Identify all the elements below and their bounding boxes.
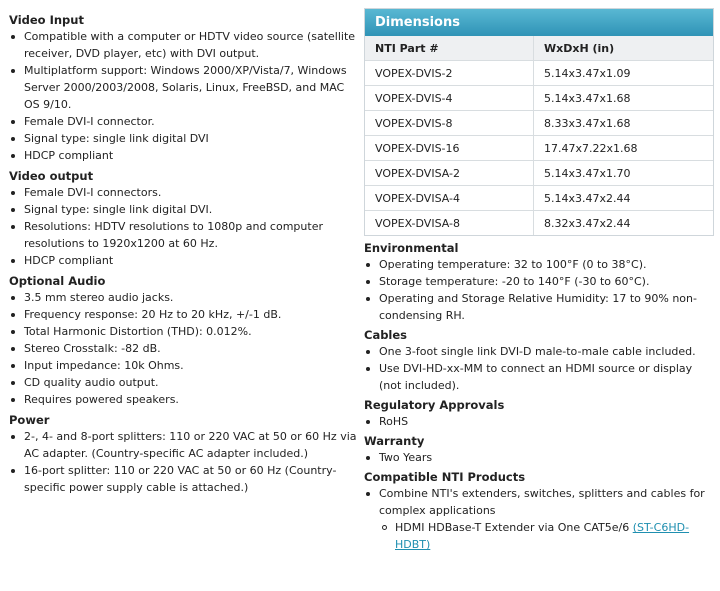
dimension-cell: 5.14x3.47x2.44 — [534, 186, 714, 211]
column-header-part: NTI Part # — [365, 36, 534, 61]
dimensions-panel — [364, 8, 714, 236]
bullet-list — [9, 289, 359, 408]
left-column — [9, 8, 359, 496]
part-number-cell: VOPEX-DVIS-4 — [365, 86, 534, 111]
bullet-list — [364, 256, 714, 324]
bullet-list — [9, 428, 359, 496]
list-item: 3.5 mm stereo audio jacks. — [24, 289, 359, 306]
list-item: Two Years — [379, 449, 714, 466]
list-item: HDCP compliant — [24, 147, 359, 164]
part-number-cell: VOPEX-DVIS-8 — [365, 111, 534, 136]
list-item: 16-port splitter: 110 or 220 VAC at 50 or 60 Hz (Country-specific power supply cable is attached.) — [24, 462, 359, 496]
compatible-list — [364, 485, 714, 553]
table-row — [365, 136, 713, 161]
section-title-compatible: Compatible NTI Products — [364, 470, 526, 484]
list-item: Requires powered speakers. — [24, 391, 359, 408]
bullet-list — [364, 343, 714, 394]
part-number-cell: VOPEX-DVISA-2 — [365, 161, 534, 186]
section-title: Optional Audio — [9, 274, 106, 288]
part-number-cell: VOPEX-DVISA-4 — [365, 186, 534, 211]
compatible-sublist — [379, 519, 714, 553]
list-item: Use DVI-HD-xx-MM to connect an HDMI source or display (not included). — [379, 360, 714, 394]
list-item: RoHS — [379, 413, 714, 430]
dimension-cell: 8.33x3.47x1.68 — [534, 111, 714, 136]
dimension-cell: 5.14x3.47x1.70 — [534, 161, 714, 186]
table-row — [365, 161, 713, 186]
list-item: 2-, 4- and 8-port splitters: 110 or 220 VAC at 50 or 60 Hz via AC adapter. (Country-specific AC adapter included.) — [24, 428, 359, 462]
section-title: Power — [9, 413, 50, 427]
table-row — [365, 211, 713, 236]
list-item: Female DVI-I connectors. — [24, 184, 359, 201]
section-title: Video output — [9, 169, 94, 183]
list-item: Frequency response: 20 Hz to 20 kHz, +/-1 dB. — [24, 306, 359, 323]
dimension-cell: 17.47x7.22x1.68 — [534, 136, 714, 161]
section-title: Regulatory Approvals — [364, 398, 505, 412]
list-item: One 3-foot single link DVI-D male-to-male cable included. — [379, 343, 714, 360]
dimensions-title: Dimensions — [365, 9, 713, 36]
list-item: HDMI HDBase-T Extender via One CAT5e/6 (ST-C6HD-HDBT) — [395, 519, 714, 553]
list-item: Multiplatform support: Windows 2000/XP/Vista/7, Windows Server 2000/2003/2008, Solaris, Linux, FreeBSD, and MAC OS 9/10. — [24, 62, 359, 113]
column-header-size: WxDxH (in) — [534, 36, 714, 61]
table-row — [365, 86, 713, 111]
bullet-list — [364, 449, 714, 466]
list-item: Resolutions: HDTV resolutions to 1080p and computer resolutions to 1920x1200 at 60 Hz. — [24, 218, 359, 252]
list-item: Female DVI-I connector. — [24, 113, 359, 130]
part-number-cell: VOPEX-DVISA-8 — [365, 211, 534, 236]
bullet-list — [364, 413, 714, 430]
table-row — [365, 186, 713, 211]
table-row — [365, 111, 713, 136]
list-item: Operating temperature: 32 to 100°F (0 to 38°C). — [379, 256, 714, 273]
section-title: Cables — [364, 328, 408, 342]
section-title: Video Input — [9, 13, 84, 27]
table-row — [365, 61, 713, 86]
list-item: Compatible with a computer or HDTV video source (satellite receiver, DVD player, etc) with DVI output. — [24, 28, 359, 62]
list-item: Signal type: single link digital DVI — [24, 130, 359, 147]
list-item: Storage temperature: -20 to 140°F (-30 to 60°C). — [379, 273, 714, 290]
section-title: Environmental — [364, 241, 459, 255]
list-item: HDCP compliant — [24, 252, 359, 269]
dimension-cell: 5.14x3.47x1.68 — [534, 86, 714, 111]
list-item: Combine NTI's extenders, switches, splitters and cables for complex applications HDMI HDBase-T Extender via One CAT5e/6 (ST-C6HD-HDBT) — [379, 485, 714, 553]
list-item: Input impedance: 10k Ohms. — [24, 357, 359, 374]
list-item: Signal type: single link digital DVI. — [24, 201, 359, 218]
bullet-list — [9, 28, 359, 164]
section-title: Warranty — [364, 434, 425, 448]
list-item: Total Harmonic Distortion (THD): 0.012%. — [24, 323, 359, 340]
dimensions-table — [365, 36, 713, 235]
dimension-cell: 8.32x3.47x2.44 — [534, 211, 714, 236]
list-item: Stereo Crosstalk: -82 dB. — [24, 340, 359, 357]
list-item: Operating and Storage Relative Humidity: 17 to 90% non-condensing RH. — [379, 290, 714, 324]
right-column — [364, 8, 714, 553]
product-link[interactable]: (ST-C6HD-HDBT) — [395, 521, 690, 551]
list-item: CD quality audio output. — [24, 374, 359, 391]
part-number-cell: VOPEX-DVIS-16 — [365, 136, 534, 161]
bullet-list — [9, 184, 359, 269]
dimension-cell: 5.14x3.47x1.09 — [534, 61, 714, 86]
part-number-cell: VOPEX-DVIS-2 — [365, 61, 534, 86]
